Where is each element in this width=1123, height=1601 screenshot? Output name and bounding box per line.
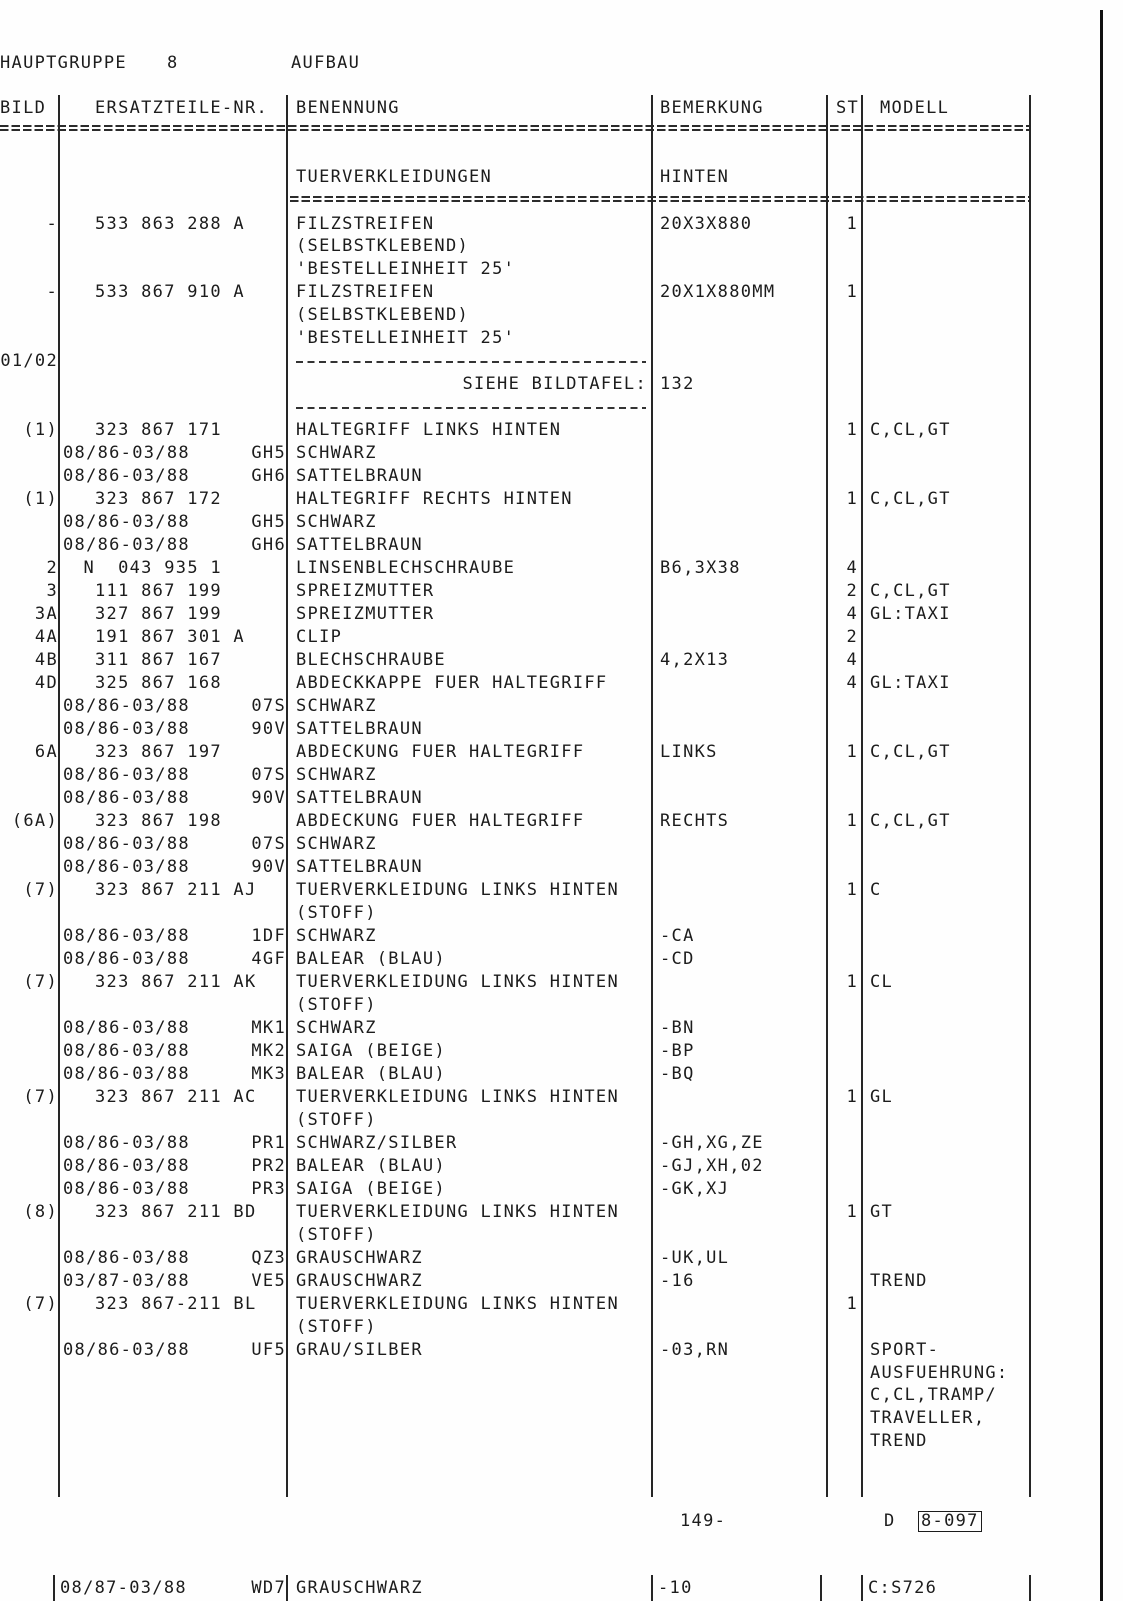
description: FILZSTREIFEN [296, 282, 435, 303]
table-row [0, 580, 1123, 603]
date-range: 08/87-03/88 [60, 1578, 187, 1598]
description: HALTEGRIFF RECHTS HINTEN [296, 489, 573, 510]
figure-ref: (7) [23, 1293, 58, 1314]
description: SATTELBRAUN [296, 719, 423, 740]
description: ABDECKKAPPE FUER HALTEGRIFF [296, 673, 608, 694]
description: GRAUSCHWARZ [296, 1270, 423, 1291]
quantity: 1 [846, 1201, 858, 1222]
part-number: 323 867 198 [95, 810, 222, 831]
part-number: 325 867 168 [95, 673, 222, 694]
color-code: GH6 [251, 535, 286, 556]
description: SCHWARZ [296, 696, 377, 717]
table-row [0, 626, 1123, 649]
section-title: TUERVERKLEIDUNGEN [296, 167, 493, 187]
description: TUERVERKLEIDUNG LINKS HINTEN [296, 1201, 619, 1222]
remark: -CD [660, 948, 695, 969]
table-row [0, 994, 1123, 1017]
table-row [0, 856, 1123, 879]
figure-ref: 3A [34, 604, 58, 625]
description: GRAUSCHWARZ [296, 1578, 423, 1598]
remark: -BQ [660, 1063, 695, 1084]
part-number: 323 867 197 [95, 742, 222, 763]
table-row [0, 925, 1123, 948]
part-number: 111 867 199 [95, 581, 222, 602]
quantity: 1 [846, 879, 858, 900]
description: SCHWARZ [296, 512, 377, 533]
remark: -CA [660, 925, 695, 946]
description: SPREIZMUTTER [296, 604, 435, 625]
part-number: 311 867 167 [95, 650, 222, 671]
description: SCHWARZ [296, 765, 377, 786]
remark: -BP [660, 1040, 695, 1061]
column-divider [1029, 1575, 1031, 1601]
table-row [0, 1201, 1123, 1224]
date-range: 08/86-03/88 [63, 1155, 190, 1176]
part-number: 323 867 172 [95, 489, 222, 510]
model: C:S726 [868, 1578, 938, 1598]
quantity: 1 [846, 213, 858, 234]
column-divider [820, 1575, 822, 1601]
table-row [0, 695, 1123, 718]
figure-ref: (7) [23, 879, 58, 900]
date-range: 08/86-03/88 [63, 1063, 190, 1084]
table-row [0, 488, 1123, 511]
model: C,CL,TRAMP/ [870, 1385, 997, 1406]
table-row [0, 235, 1123, 258]
main-group-label: HAUPTGRUPPE [0, 53, 127, 73]
remark: 132 [660, 374, 695, 395]
remark: B6,3X38 [660, 558, 741, 579]
part-number: 327 867 199 [95, 604, 222, 625]
figure-ref: - [46, 282, 58, 303]
quantity: 4 [846, 604, 858, 625]
description: TUERVERKLEIDUNG LINKS HINTEN [296, 971, 619, 992]
quantity: 1 [846, 742, 858, 763]
table-row [0, 1132, 1123, 1155]
model: C,CL,GT [870, 581, 951, 602]
table-row [0, 419, 1123, 442]
quantity: 2 [846, 581, 858, 602]
color-code: UF5 [251, 1339, 286, 1360]
color-code: WD7 [251, 1578, 286, 1598]
date-range: 08/86-03/88 [63, 512, 190, 533]
date-range: 08/86-03/88 [63, 925, 190, 946]
remark: 20X1X880MM [660, 282, 776, 303]
description: BALEAR (BLAU) [296, 1063, 446, 1084]
table-row [0, 1155, 1123, 1178]
table-row [0, 649, 1123, 672]
date-range: 08/86-03/88 [63, 719, 190, 740]
part-number: 191 867 301 A [95, 627, 245, 648]
remark: LINKS [660, 742, 718, 763]
column-header-remark: BEMERKUNG [660, 98, 764, 118]
date-range: 03/87-03/88 [63, 1270, 190, 1291]
table-row [0, 810, 1123, 833]
model: GL [870, 1086, 894, 1107]
column-divider [651, 1575, 653, 1601]
date-range: 08/86-03/88 [63, 948, 190, 969]
part-number: 323 867 211 AK [95, 971, 257, 992]
quantity: 1 [846, 1086, 858, 1107]
page-number: 149- [680, 1511, 727, 1531]
table-row [0, 511, 1123, 534]
quantity: 1 [846, 971, 858, 992]
remark: -GJ,XH,02 [660, 1155, 764, 1176]
remark: -UK,UL [660, 1247, 730, 1268]
table-row [0, 350, 1123, 373]
date-range: 08/86-03/88 [63, 856, 190, 877]
figure-ref: 2 [46, 558, 58, 579]
date-range: 08/86-03/88 [63, 443, 190, 464]
model: CL [870, 971, 894, 992]
part-number: N 043 935 1 [83, 558, 222, 579]
figure-ref: 3 [46, 581, 58, 602]
remark: -03,RN [660, 1339, 730, 1360]
model: C,CL,GT [870, 489, 951, 510]
description: (STOFF) [296, 1109, 377, 1130]
color-code: PR3 [251, 1178, 286, 1199]
table-row [0, 718, 1123, 741]
color-code: 07S [251, 696, 286, 717]
remark: -GH,XG,ZE [660, 1132, 764, 1153]
description: SATTELBRAUN [296, 466, 423, 487]
color-code: MK1 [251, 1017, 286, 1038]
description: (STOFF) [296, 902, 377, 923]
table-row [0, 1086, 1123, 1109]
date-range: 08/86-03/88 [63, 1178, 190, 1199]
description: SCHWARZ [296, 443, 377, 464]
table-row [0, 281, 1123, 304]
description: (SELBSTKLEBEND) [296, 236, 470, 257]
part-number: 323 867-211 BL [95, 1293, 257, 1314]
date-range: 08/86-03/88 [63, 1339, 190, 1360]
model: TREND [870, 1431, 928, 1452]
color-code: 4GF [251, 948, 286, 969]
main-group-title: AUFBAU [291, 53, 361, 73]
table-row [0, 1178, 1123, 1201]
table-row [0, 833, 1123, 856]
description: 'BESTELLEINHEIT 25' [296, 259, 516, 280]
model: TRAVELLER, [870, 1408, 986, 1429]
color-code: MK3 [251, 1063, 286, 1084]
table-row [0, 327, 1123, 350]
model: TREND [870, 1270, 928, 1291]
table-row [0, 1293, 1123, 1316]
description: TUERVERKLEIDUNG LINKS HINTEN [296, 1293, 619, 1314]
description: HALTEGRIFF LINKS HINTEN [296, 420, 562, 441]
color-code: GH6 [251, 466, 286, 487]
color-code: 90V [251, 856, 286, 877]
color-code: 1DF [251, 925, 286, 946]
date-range: 08/86-03/88 [63, 1247, 190, 1268]
table-row [0, 879, 1123, 902]
model: C [870, 879, 882, 900]
color-code: 07S [251, 765, 286, 786]
table-row [0, 1339, 1123, 1362]
model: GL:TAXI [870, 673, 951, 694]
color-code: PR2 [251, 1155, 286, 1176]
remark: 20X3X880 [660, 213, 753, 234]
figure-ref: (7) [23, 971, 58, 992]
table-row [0, 1247, 1123, 1270]
page-edge-line [1100, 10, 1103, 1601]
table-row [0, 971, 1123, 994]
description: GRAU/SILBER [296, 1339, 423, 1360]
table-row [0, 741, 1123, 764]
description: SCHWARZ [296, 1017, 377, 1038]
plate-reference-box: 8-097 [918, 1511, 982, 1532]
description: BLECHSCHRAUBE [296, 650, 446, 671]
table-row [0, 1407, 1123, 1430]
description: SAIGA (BEIGE) [296, 1040, 446, 1061]
table-row [0, 373, 1123, 396]
description: SAIGA (BEIGE) [296, 1178, 446, 1199]
figure-ref: 01/02 [0, 351, 58, 372]
dashed-rule [296, 407, 646, 409]
date-range: 08/86-03/88 [63, 696, 190, 717]
part-number: 323 867 171 [95, 420, 222, 441]
table-row [0, 1384, 1123, 1407]
part-number: 323 867 211 AC [95, 1086, 257, 1107]
remark: RECHTS [660, 810, 730, 831]
description: SATTELBRAUN [296, 788, 423, 808]
color-code: MK2 [251, 1040, 286, 1061]
table-row [0, 1362, 1123, 1385]
description: ABDECKUNG FUER HALTEGRIFF [296, 810, 585, 831]
description: ABDECKUNG FUER HALTEGRIFF [296, 742, 585, 763]
color-code: QZ3 [251, 1247, 286, 1268]
color-code: GH5 [251, 512, 286, 533]
table-row [0, 258, 1123, 281]
date-range: 08/86-03/88 [63, 788, 190, 808]
table-row [0, 764, 1123, 787]
dashed-rule [296, 361, 646, 363]
table-row [0, 1040, 1123, 1063]
date-range: 08/86-03/88 [63, 765, 190, 786]
description: TUERVERKLEIDUNG LINKS HINTEN [296, 879, 619, 900]
description: (STOFF) [296, 1316, 377, 1337]
table-row [0, 1063, 1123, 1086]
quantity: 4 [846, 650, 858, 671]
table-row [0, 557, 1123, 580]
color-code: 07S [251, 833, 286, 854]
date-range: 08/86-03/88 [63, 535, 190, 556]
figure-ref: (6A) [11, 810, 58, 831]
section-remark: HINTEN [660, 167, 730, 187]
figure-ref: 4B [34, 650, 58, 671]
date-range: 08/86-03/88 [63, 1132, 190, 1153]
part-number: 323 867 211 BD [95, 1201, 257, 1222]
part-number: 533 867 910 A [95, 282, 245, 303]
remark: 4,2X13 [660, 650, 730, 671]
table-row [0, 465, 1123, 488]
table-row [0, 1017, 1123, 1040]
model: SPORT- [870, 1339, 940, 1360]
model: C,CL,GT [870, 742, 951, 763]
table-row [0, 948, 1123, 971]
column-header-description: BENENNUNG [296, 98, 400, 118]
model: GL:TAXI [870, 604, 951, 625]
date-range: 08/86-03/88 [63, 833, 190, 854]
column-divider [861, 1575, 863, 1601]
table-row [0, 213, 1123, 236]
quantity: 2 [846, 627, 858, 648]
table-row [0, 442, 1123, 465]
model: AUSFUEHRUNG: [870, 1362, 1009, 1383]
table-row [0, 396, 1123, 419]
color-code: 90V [251, 788, 286, 808]
remark: -GK,XJ [660, 1178, 730, 1199]
description: SATTELBRAUN [296, 856, 423, 877]
description: GRAUSCHWARZ [296, 1247, 423, 1268]
description: FILZSTREIFEN [296, 213, 435, 234]
figure-ref: (8) [23, 1201, 58, 1222]
figure-ref: 4A [34, 627, 58, 648]
date-range: 08/86-03/88 [63, 1040, 190, 1061]
description: BALEAR (BLAU) [296, 948, 446, 969]
color-code: 90V [251, 719, 286, 740]
figure-ref: (1) [23, 489, 58, 510]
table-row [0, 1316, 1123, 1339]
figure-ref: (7) [23, 1086, 58, 1107]
quantity: 1 [846, 489, 858, 510]
table-row [0, 1224, 1123, 1247]
date-range: 08/86-03/88 [63, 1017, 190, 1038]
part-number: 533 863 288 A [95, 213, 245, 234]
figure-ref: 4D [34, 673, 58, 694]
figure-ref: 6A [34, 742, 58, 763]
description: (SELBSTKLEBEND) [296, 305, 470, 326]
color-code: VE5 [251, 1270, 286, 1291]
description: SCHWARZ [296, 925, 377, 946]
column-header-quantity: ST [836, 98, 860, 118]
column-divider [286, 1575, 288, 1601]
table-row [0, 672, 1123, 695]
quantity: 4 [846, 558, 858, 579]
column-header-bild: BILD [0, 98, 47, 118]
description: LINSENBLECHSCHRAUBE [296, 558, 516, 579]
date-range: 08/86-03/88 [63, 466, 190, 487]
quantity: 1 [846, 420, 858, 441]
table-row [0, 902, 1123, 925]
color-code: PR1 [251, 1132, 286, 1153]
part-number: 323 867 211 AJ [95, 879, 257, 900]
column-header-model: MODELL [880, 98, 950, 118]
description: SCHWARZ/SILBER [296, 1132, 458, 1153]
figure-ref: (1) [23, 420, 58, 441]
figure-ref: - [46, 213, 58, 234]
color-code: GH5 [251, 443, 286, 464]
description: BALEAR (BLAU) [296, 1155, 446, 1176]
remark: -10 [658, 1578, 693, 1598]
table-row [0, 787, 1123, 810]
table-row [0, 534, 1123, 557]
description: SCHWARZ [296, 833, 377, 854]
table-row [0, 1430, 1123, 1453]
column-divider [53, 1575, 55, 1601]
table-row [0, 1109, 1123, 1132]
model: GT [870, 1201, 894, 1222]
main-group-number: 8 [167, 53, 179, 73]
remark: -BN [660, 1017, 695, 1038]
description: (STOFF) [296, 994, 377, 1015]
quantity: 1 [846, 810, 858, 831]
model: C,CL,GT [870, 810, 951, 831]
model: C,CL,GT [870, 420, 951, 441]
table-row [0, 603, 1123, 626]
quantity: 4 [846, 673, 858, 694]
quantity: 1 [846, 1293, 858, 1314]
description: SATTELBRAUN [296, 535, 423, 556]
table-row [0, 304, 1123, 327]
description: CLIP [296, 627, 343, 648]
see-plate-label: SIEHE BILDTAFEL: [462, 374, 647, 395]
quantity: 1 [846, 282, 858, 303]
description: 'BESTELLEINHEIT 25' [296, 328, 516, 349]
description: TUERVERKLEIDUNG LINKS HINTEN [296, 1086, 619, 1107]
description: SPREIZMUTTER [296, 581, 435, 602]
column-header-part-number: ERSATZTEILE-NR. [95, 98, 269, 118]
remark: -16 [660, 1270, 695, 1291]
section-letter: D [884, 1511, 896, 1531]
table-row [0, 1270, 1123, 1293]
description: (STOFF) [296, 1224, 377, 1245]
